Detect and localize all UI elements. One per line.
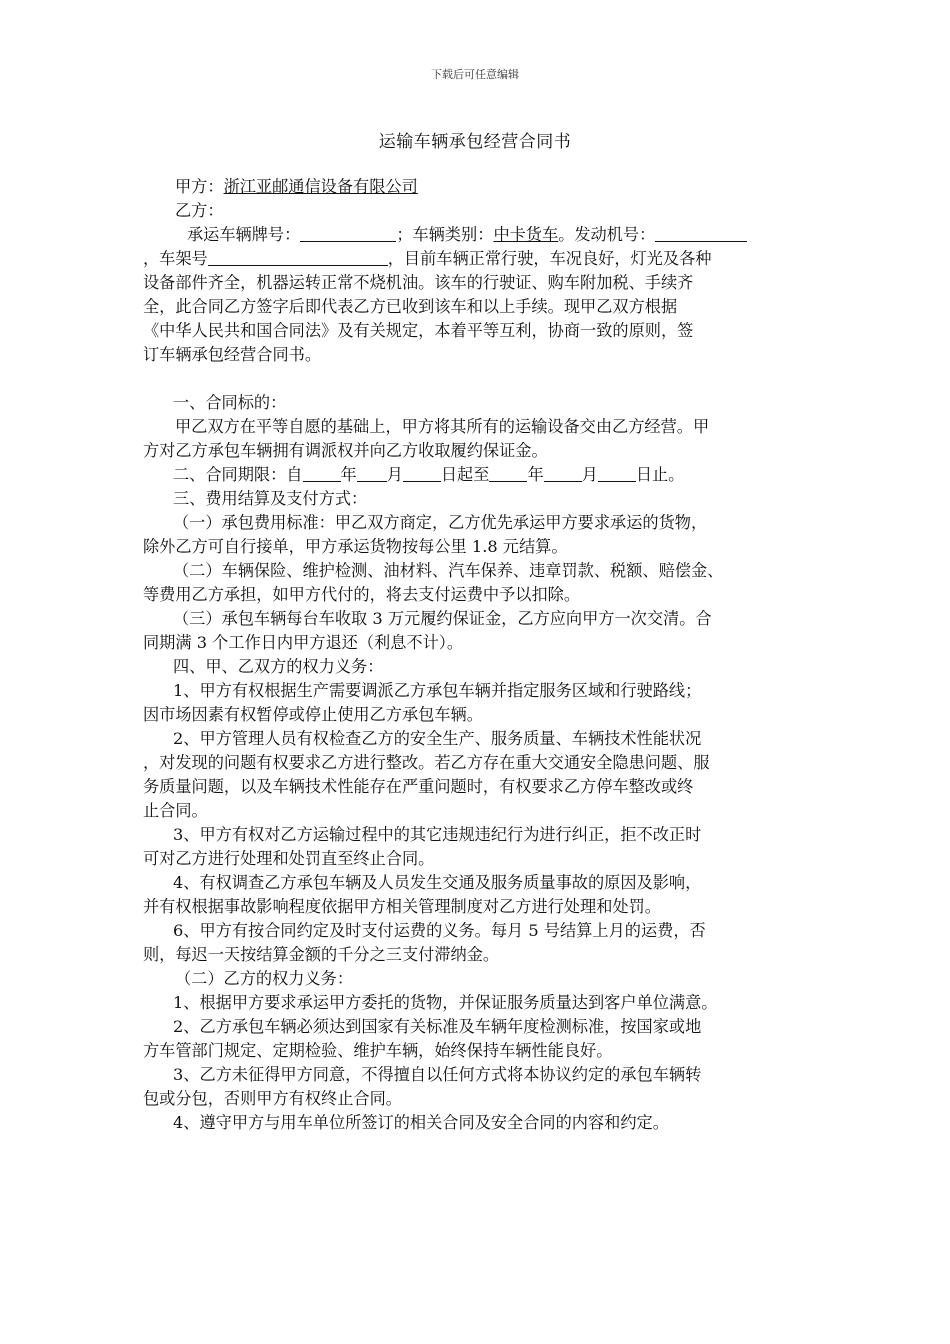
document-title: 运输车辆承包经营合同书 <box>378 132 572 152</box>
plate-label: 承运车辆牌号： <box>187 225 301 244</box>
day-blank <box>403 465 441 482</box>
term-to-month: 月 <box>581 465 598 484</box>
year-blank <box>489 465 527 482</box>
section2-term <box>143 463 808 487</box>
month-blank <box>544 465 582 482</box>
vehicle-type-value: 中卡货车 <box>493 225 559 244</box>
party-a-item-line: 止合同。 <box>143 801 208 820</box>
party-a-item-line: 则，每迟一天按结算金额的千分之三支付滞纳金。 <box>143 945 500 964</box>
engine-blank <box>655 225 747 242</box>
party-b-item-line: 3、乙方未征得甲方同意，不得擅自以任何方式将本协议约定的承包车辆转 <box>173 1065 702 1084</box>
vehicle-text-line: 全，此合同乙方签字后即代表乙方已收到该车和以上手续。现甲乙双方根据 <box>143 297 678 316</box>
party-a-item-line: 可对乙方进行处理和处罚直至终止合同。 <box>143 849 435 868</box>
section1-line: 方对乙方承包车辆拥有调派权并向乙方收取履约保证金。 <box>143 441 548 460</box>
section3-item-line: 等费用乙方承担，如甲方代付的，将去支付运费中予以扣除。 <box>143 585 581 604</box>
spacer <box>143 367 808 391</box>
party-a-item-line: 务质量问题，以及车辆技术性能存在严重问题时，有权要求乙方停车整改或终 <box>143 777 694 796</box>
vehicle-text-line: 《中华人民共和国合同法》及有关规定，本着平等互利，协商一致的原则，签 <box>143 321 694 340</box>
vehicle-line-1 <box>143 223 808 247</box>
type-label: ；车辆类别： <box>396 225 494 244</box>
party-a-item-line: 6、甲方有按合同约定及时支付运费的义务。每月 5 号结算上月的运费，否 <box>173 921 706 940</box>
party-a-item-line: 3、甲方有权对乙方运输过程中的其它违规违纪行为进行纠正，拒不改正时 <box>173 825 702 844</box>
party-b-item-line: 2、乙方承包车辆必须达到国家有关标准及车辆年度检测标准，按国家或地 <box>173 1017 702 1036</box>
engine-label: 。发动机号： <box>558 225 656 244</box>
term-prefix: 二、合同期限：自 <box>173 465 303 484</box>
party-a-name: 浙江亚邮通信设备有限公司 <box>223 177 418 196</box>
party-a-line <box>143 175 808 199</box>
vehicle-text-line: 订车辆承包经营合同书。 <box>143 345 322 364</box>
term-to-year: 年 <box>527 465 544 484</box>
party-b-line <box>143 199 808 223</box>
term-year: 年 <box>340 465 357 484</box>
vehicle-line-2 <box>143 247 808 271</box>
frame-blank <box>208 249 388 266</box>
vehicle-tail: ，目前车辆正常行驶，车况良好，灯光及各种 <box>387 249 712 268</box>
section3-item-line: （二）车辆保险、维护检测、油材料、汽车保养、违章罚款、税额、赔偿金、 <box>173 561 724 580</box>
section3-item-line: （三）承包车辆每台车收取 3 万元履约保证金，乙方应向甲方一次交清。合 <box>173 609 712 628</box>
plate-blank <box>300 225 396 242</box>
party-a-item-line: 4、有权调查乙方承包车辆及人员发生交通及服务质量事故的原因及影响， <box>173 873 702 892</box>
section3-item-line: 除外乙方可自行接单，甲方承运货物按每公里 1.8 元结算。 <box>143 537 568 556</box>
party-b-item-line: 包或分包，否则甲方有权终止合同。 <box>143 1089 402 1108</box>
term-end: 日止。 <box>635 465 685 484</box>
section1-heading: 一、合同标的： <box>173 393 287 412</box>
frame-label: ，车架号 <box>143 249 208 268</box>
day-blank <box>598 465 636 482</box>
section1-line: 甲乙双方在平等自愿的基础上，甲方将其所有的运输设备交由乙方经营。甲 <box>175 417 710 436</box>
contract-body <box>143 175 808 1135</box>
party-a-label: 甲方： <box>175 177 224 196</box>
vehicle-text-line: 设备部件齐全，机器运转正常不烧机油。该车的行驶证、购车附加税、手续齐 <box>143 273 694 292</box>
party-a-item-line: ，对发现的问题有权要求乙方进行整改。若乙方存在重大交通安全隐患问题、服 <box>143 753 710 772</box>
term-month: 月 <box>386 465 403 484</box>
party-b-item-line: 方车管部门规定、定期检验、维护车辆，始终保持车辆性能良好。 <box>143 1041 613 1060</box>
section3-item-line: 同期满 3 个工作日内甲方退还（利息不计）。 <box>143 633 464 652</box>
party-a-item-line: 因市场因素有权暂停或停止使用乙方承包车辆。 <box>143 705 483 724</box>
party-a-item-line: 1、甲方有权根据生产需要调派乙方承包车辆并指定服务区域和行驶路线； <box>173 681 702 700</box>
term-from: 日起至 <box>440 465 490 484</box>
party-b-label: 乙方： <box>175 201 224 220</box>
party-a-item-line: 2、甲方管理人员有权检查乙方的安全生产、服务质量、车辆技术性能状况 <box>173 729 702 748</box>
section4-heading: 四、甲、乙双方的权力义务： <box>173 657 384 676</box>
section3-heading: 三、费用结算及支付方式： <box>173 489 368 508</box>
year-blank <box>303 465 341 482</box>
month-blank <box>357 465 387 482</box>
section3-item-line: （一）承包费用标准：甲乙双方商定，乙方优先承运甲方要求承运的货物， <box>173 513 708 532</box>
party-a-item-line: 并有权根据事故影响程度依据甲方相关管理制度对乙方进行处理和处罚。 <box>143 897 661 916</box>
party-b-item-line: 1、根据甲方要求承运甲方委托的货物，并保证服务质量达到客户单位满意。 <box>173 993 718 1012</box>
header-note: 下载后可任意编辑 <box>431 68 519 81</box>
party-b-heading: （二）乙方的权力义务： <box>175 969 354 988</box>
party-b-item-line: 4、遵守甲方与用车单位所签订的相关合同及安全合同的内容和约定。 <box>173 1113 669 1132</box>
